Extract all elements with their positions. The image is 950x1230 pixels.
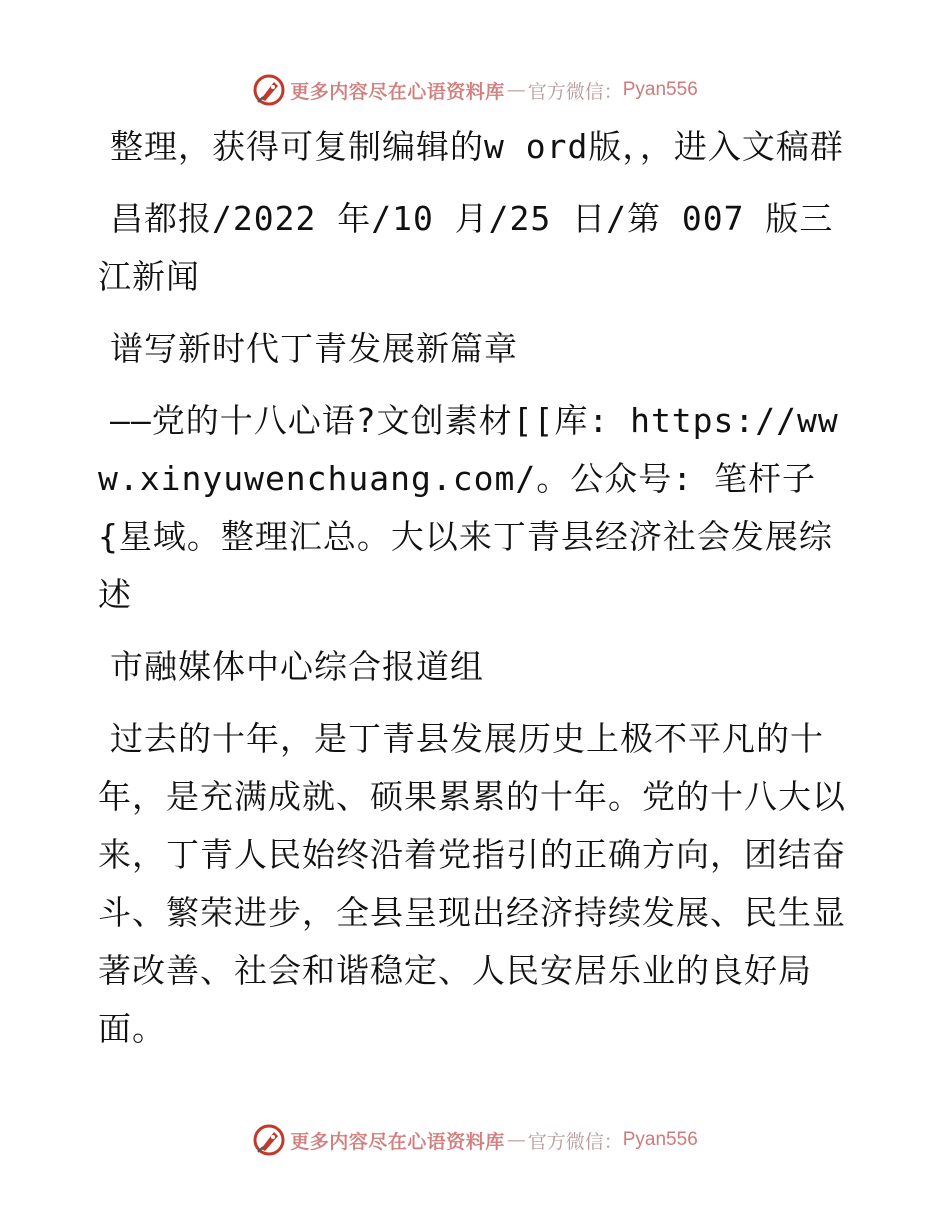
notice-paragraph: 整理，获得可复制编辑的w ord版，，进入文稿群 — [110, 127, 844, 166]
banner-wechat-id: Pyan556 — [622, 1129, 698, 1150]
banner-wechat-id: Pyan556 — [622, 79, 698, 100]
source-line: 昌都报/2022 年/10 月/25 日/第 007 版三江新闻 — [98, 199, 834, 296]
banner-dash: — — [506, 1129, 526, 1151]
article-subtitle: ——党的十八心语?文创素材[[库: https://www.xinyuwenchuang.com/。公众号: 笔杆子{星域。整理汇总。大以来丁青县经济社会发展综述 — [98, 401, 839, 614]
article-title: 谱写新时代丁青发展新篇章 — [110, 329, 518, 368]
banner-dash: — — [506, 79, 526, 101]
pen-nib-seal-icon — [252, 73, 286, 107]
footer-banner — [0, 1120, 950, 1160]
byline: 市融媒体中心综合报道组 — [110, 647, 484, 686]
header-banner — [0, 70, 950, 110]
banner-wechat-label: 官方微信： — [527, 1130, 623, 1153]
banner-main-text: 更多内容尽在心语资料库 — [290, 80, 505, 103]
banner-wechat-label: 官方微信： — [527, 80, 623, 103]
document-body — [98, 118, 858, 1072]
pen-nib-seal-icon — [252, 1123, 286, 1157]
body-paragraph: 过去的十年，是丁青县发展历史上极不平凡的十年，是充满成就、硕果累累的十年。党的十八大以来，丁青人民始终沿着党指引的正确方向，团结奋斗、繁荣进步，全县呈现出经济持续发展、民生显著改善、社会和谐稳定、人民安居乐业的良好局面。 — [98, 719, 846, 1048]
banner-main-text: 更多内容尽在心语资料库 — [290, 1130, 505, 1153]
